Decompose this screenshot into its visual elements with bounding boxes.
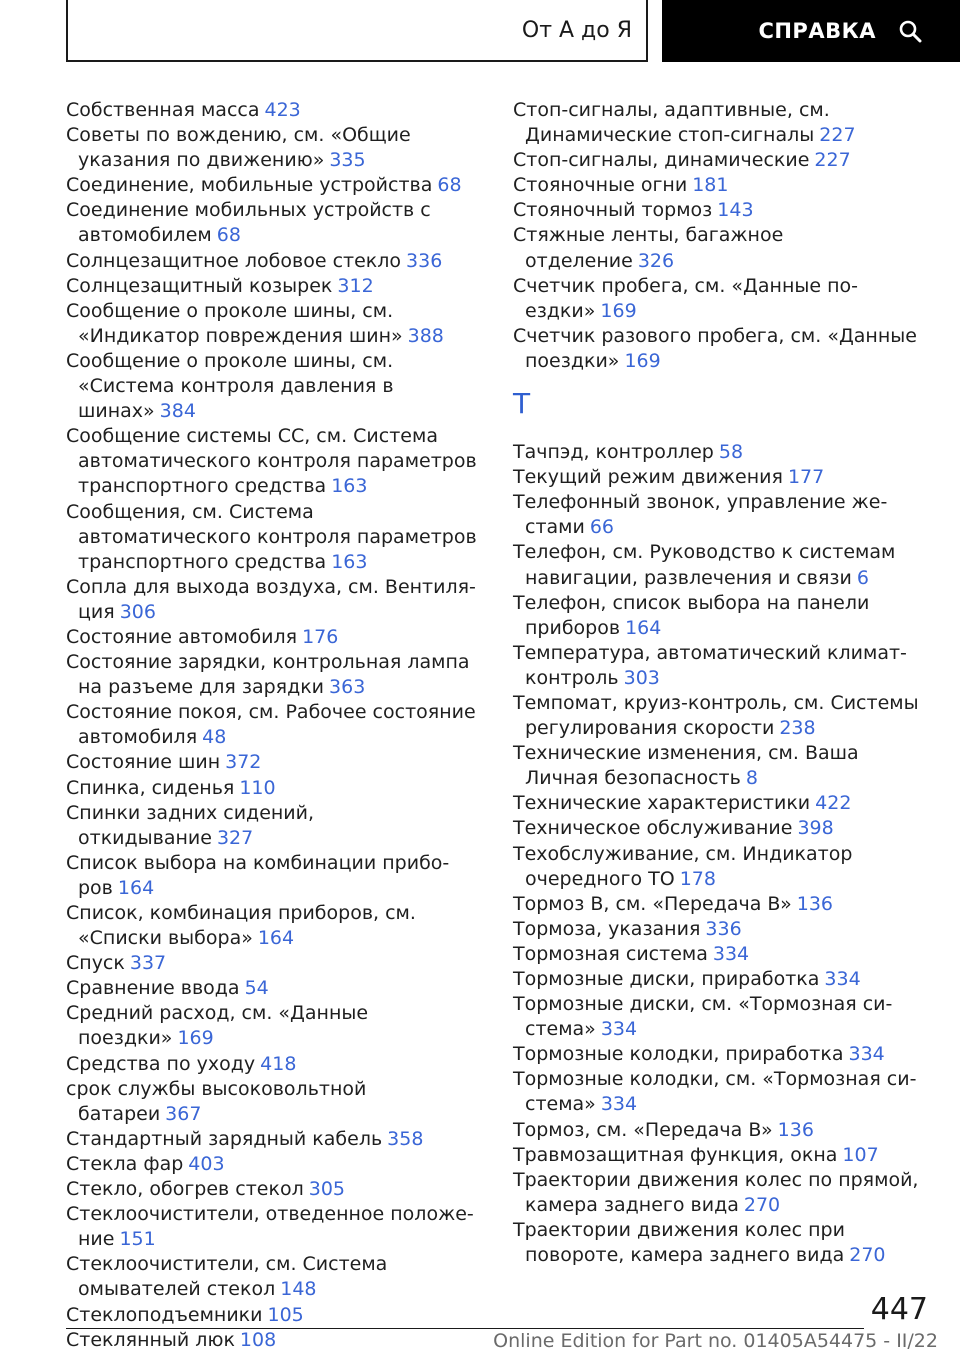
page-reference-link[interactable]: 423: [264, 99, 301, 121]
page-reference-link[interactable]: 107: [842, 1143, 879, 1166]
index-entry-text: Стеклоподъемники: [66, 1303, 263, 1326]
page-reference-link[interactable]: 68: [216, 224, 241, 247]
index-entry-text: Сопла для выхода воздуха, см. Вентиляция: [66, 575, 476, 623]
index-entry-text: Техобслуживание, см. Индикатор очередного ТО: [513, 842, 853, 890]
index-entry-text: Тормоз B, см. «Передача B»: [513, 892, 792, 915]
index-entry-text: Тормоза, указания: [513, 917, 701, 940]
index-entry-text: Текущий режим движения: [513, 466, 783, 489]
index-group-s-continued: [513, 98, 933, 374]
page-reference-link[interactable]: 105: [267, 1303, 304, 1326]
index-entry-text: Список выбора на комбинации приборов: [66, 851, 450, 899]
index-entry-text: Температура, автоматический климат-контроль: [513, 641, 907, 689]
index-entry: [66, 976, 486, 1001]
index-entry-text: Стеклоочистители, см. Система омывателей стекол: [66, 1253, 388, 1301]
index-entry-text: Стяжные ленты, багажное отделение: [513, 224, 784, 272]
index-entry-text: Тачпэд, контроллер: [513, 441, 714, 464]
index-entry: [66, 349, 486, 424]
index-entry: [66, 299, 486, 349]
index-entry-text: Стояночные огни: [513, 174, 688, 197]
page-reference-link[interactable]: 363: [329, 676, 366, 699]
page-reference-link[interactable]: 326: [637, 249, 675, 272]
index-entry: [66, 801, 486, 851]
index-entry: [66, 901, 486, 951]
index-entry-text: Стандартный зарядный кабель: [66, 1127, 383, 1150]
index-entry-text: Сообщение системы CC, см. Система автоматического контроля параметров транспортного средства: [66, 425, 477, 498]
page-reference-link[interactable]: 181: [692, 174, 729, 197]
page-reference-link[interactable]: 136: [777, 1118, 814, 1141]
page-reference-link[interactable]: 177: [787, 466, 825, 489]
page-reference-link[interactable]: 334: [712, 942, 750, 965]
index-entry: [66, 1252, 486, 1302]
page-reference-link[interactable]: 163: [331, 550, 368, 573]
page-reference-link[interactable]: 110: [239, 776, 276, 799]
page-reference-link[interactable]: 148: [280, 1278, 317, 1301]
index-entry-text: Стекла фар: [66, 1152, 184, 1175]
index-entry: [513, 1118, 933, 1143]
tab-a-to-z[interactable]: [66, 0, 648, 62]
index-entry: [513, 992, 933, 1042]
index-entry: [66, 500, 486, 575]
index-entry-text: Телефонный звонок, управление жестами: [513, 491, 888, 539]
index-entry: [66, 851, 486, 901]
page-reference-link[interactable]: 163: [331, 475, 368, 498]
page-reference-link[interactable]: 336: [705, 917, 742, 940]
index-entry: [513, 892, 933, 917]
index-entry: [513, 1042, 933, 1067]
index-entry: [513, 691, 933, 741]
page-reference-link[interactable]: 327: [216, 826, 254, 849]
page-reference-link[interactable]: 334: [824, 968, 861, 990]
index-entry-text: Травмозащитная функция, окна: [513, 1143, 838, 1166]
index-entry-text: Состояние шин: [66, 751, 221, 774]
index-entry-text: Стеклоочистители, отведенное положение: [66, 1203, 474, 1251]
index-entry: [66, 625, 486, 650]
index-entry: [513, 842, 933, 892]
index-entry: [513, 741, 933, 791]
index-entry-text: Солнцезащитное лобовое стекло: [66, 249, 402, 272]
index-entry: [66, 1001, 486, 1051]
tab-reference-label: СПРАВКА: [758, 19, 876, 43]
index-entry: [513, 440, 933, 465]
page-header: [66, 0, 960, 66]
index-entry: [66, 1077, 486, 1127]
section-letter-t: Т: [513, 387, 531, 421]
index-entry-text: Стояночный тормоз: [513, 199, 713, 222]
index-entry-text: Траектории движения колес при повороте, камера заднего вида: [513, 1218, 845, 1267]
index-entry: [66, 424, 486, 499]
page-reference-link[interactable]: 108: [239, 1328, 277, 1351]
page-reference-link[interactable]: 337: [129, 952, 167, 975]
index-entry: [66, 1127, 486, 1152]
index-entry: [66, 173, 486, 198]
index-entry: [513, 98, 933, 148]
index-entry: [66, 575, 486, 625]
page-reference-link[interactable]: 334: [848, 1043, 885, 1066]
page-reference-link[interactable]: 305: [308, 1178, 345, 1201]
index-entry-text: Тормозные колодки, см. «Тормозная система»: [513, 1068, 917, 1116]
index-entry-text: Техническое обслуживание: [513, 817, 793, 840]
index-entry: [66, 123, 486, 173]
index-entry: [513, 942, 933, 967]
page-reference-link[interactable]: 6: [856, 566, 869, 589]
index-entry: [513, 465, 933, 490]
index-entry: [513, 223, 933, 273]
page-reference-link[interactable]: 422: [815, 792, 852, 815]
index-entry-text: Тормозные диски, см. «Тормозная система»: [513, 993, 893, 1041]
index-entry: [66, 650, 486, 700]
index-entry: [66, 700, 486, 750]
index-entry-text: Технические изменения, см. Ваша Личная безопасность: [513, 742, 859, 790]
page-reference-link[interactable]: 312: [337, 274, 374, 297]
index-entry: [66, 1177, 486, 1202]
index-entry-text: Средства по уходу: [66, 1052, 256, 1075]
page-reference-link[interactable]: 384: [159, 400, 196, 423]
index-entry: [66, 1152, 486, 1177]
index-entry: [513, 148, 933, 173]
page-reference-link[interactable]: 143: [717, 199, 754, 222]
page-reference-link[interactable]: 372: [225, 751, 262, 774]
index-entry-text: Тормозные диски, приработка: [513, 968, 820, 990]
index-entry-text: Собственная масса: [66, 99, 260, 121]
index-entry-text: Траектории движения колес по прямой, камера заднего вида: [513, 1168, 919, 1216]
page-reference-link[interactable]: 388: [407, 324, 444, 347]
index-entry-text: Соединение мобильных устройств с автомобилем: [66, 199, 431, 247]
tab-reference[interactable]: [662, 0, 960, 62]
page-reference-link[interactable]: 178: [679, 867, 716, 890]
page-reference-link[interactable]: 169: [600, 299, 637, 322]
index-entry: [66, 750, 486, 775]
index-entry: [513, 1218, 933, 1268]
page-reference-link[interactable]: 54: [244, 977, 269, 1000]
page-reference-link[interactable]: 8: [745, 767, 758, 790]
index-entry-text: Сравнение ввода: [66, 977, 240, 1000]
page-reference-link[interactable]: 169: [624, 349, 661, 372]
index-entry: [66, 776, 486, 801]
page-reference-link[interactable]: 164: [117, 876, 155, 899]
index-entry: [513, 641, 933, 691]
index-entry: [513, 816, 933, 841]
index-entry: [513, 324, 933, 374]
index-entry-text: Тормоз, см. «Передача B»: [513, 1118, 773, 1141]
page-reference-link[interactable]: 48: [202, 726, 227, 749]
index-entry-text: Темпомат, круиз-контроль, см. Системы регулирования скорости: [513, 691, 919, 740]
index-entry: [66, 198, 486, 248]
index-entry-text: Счетчик пробега, см. «Данные поездки»: [513, 274, 859, 322]
index-entry: [513, 1168, 933, 1218]
page-reference-link[interactable]: 58: [718, 441, 744, 464]
page-reference-link[interactable]: 403: [188, 1152, 225, 1175]
index-entry-text: Советы по вождению, см. «Общие указания по движению»: [66, 124, 411, 172]
index-entry-text: Спинка, сиденья: [66, 776, 235, 799]
index-entry: [513, 490, 933, 540]
index-entry: [513, 173, 933, 198]
search-icon[interactable]: [898, 19, 922, 43]
index-entry-text: Технические характеристики: [513, 792, 811, 815]
index-entry: [513, 591, 933, 641]
index-entry: [513, 1067, 933, 1117]
index-entry-text: Тормозная система: [513, 942, 708, 965]
page-reference-link[interactable]: 334: [600, 1018, 638, 1041]
index-entry: [513, 917, 933, 942]
index-entry-text: Состояние покоя, см. Рабочее состояние автомобиля: [66, 701, 476, 749]
page-reference-link[interactable]: 306: [119, 600, 156, 623]
page-reference-link[interactable]: 398: [797, 817, 834, 840]
index-entry: [513, 274, 933, 324]
footer-divider: [66, 1328, 864, 1329]
index-entry: [66, 249, 486, 274]
index-entry: [513, 540, 933, 590]
page-reference-link[interactable]: 335: [329, 149, 366, 172]
index-entry-text: Счетчик разового пробега, см. «Данные поездки»: [513, 324, 917, 372]
index-group-t: [513, 440, 933, 1268]
index-entry-text: Спинки задних сидений, откидывание: [66, 801, 315, 849]
index-entry-text: Сообщения, см. Система автоматического контроля параметров транспортного средства: [66, 500, 477, 573]
page-reference-link[interactable]: 151: [119, 1228, 156, 1251]
index-entry: [66, 1202, 486, 1252]
index-entry: [66, 1052, 486, 1077]
page-reference-link[interactable]: 68: [437, 174, 462, 197]
index-entry: [513, 791, 933, 816]
index-entry-text: Солнцезащитный козырек: [66, 274, 333, 297]
index-entry-text: Спуск: [66, 952, 125, 975]
index-entry-text: Состояние автомобиля: [66, 625, 298, 648]
tab-a-to-z-label: От А до Я: [521, 17, 632, 43]
page-reference-link[interactable]: 270: [849, 1244, 886, 1267]
index-entry-text: Соединение, мобильные устройства: [66, 174, 433, 197]
index-entry-text: Телефон, список выбора на панели приборов: [513, 591, 870, 639]
index-entry-text: Стоп-сигналы, адаптивные, см. Динамические стоп-сигналы: [513, 99, 830, 147]
index-column-left: [66, 98, 486, 1353]
page-reference-link[interactable]: 334: [600, 1093, 638, 1116]
page-reference-link[interactable]: 367: [165, 1102, 202, 1125]
index-entry-text: Стеклянный люк: [66, 1328, 235, 1351]
index-entry: [66, 274, 486, 299]
index-entry-text: Тормозные колодки, приработка: [513, 1043, 844, 1066]
index-entry-text: Сообщение о проколе шины, см. «Система контроля давления в шинах»: [66, 349, 394, 423]
page-reference-link[interactable]: 227: [814, 149, 851, 172]
index-entry-text: Список, комбинация приборов, см. «Списки выбора»: [66, 902, 416, 950]
page-reference-link[interactable]: 418: [260, 1052, 297, 1075]
page-reference-link[interactable]: 358: [387, 1127, 424, 1150]
page-reference-link[interactable]: 227: [819, 124, 856, 147]
index-entry-text: Сообщение о проколе шины, см. «Индикатор повреждения шин»: [66, 299, 403, 347]
page-reference-link[interactable]: 169: [177, 1027, 214, 1050]
page-number: 447: [870, 1292, 928, 1327]
page-reference-link[interactable]: 270: [743, 1193, 781, 1216]
index-entry: [66, 951, 486, 976]
page-reference-link[interactable]: 336: [406, 249, 443, 272]
page-reference-link[interactable]: 164: [625, 616, 662, 639]
index-entry: [513, 198, 933, 223]
index-entry-text: Стоп-сигналы, динамические: [513, 149, 810, 172]
index-entry-text: Состояние зарядки, контрольная лампа на разъеме для зарядки: [66, 651, 470, 699]
page-reference-link[interactable]: 176: [302, 625, 339, 648]
page-reference-link[interactable]: 164: [257, 927, 295, 950]
index-column-right: [513, 98, 933, 1268]
index-entry-text: Средний расход, см. «Данные поездки»: [66, 1002, 369, 1050]
page-reference-link[interactable]: 66: [589, 516, 615, 539]
index-entry-text: Стекло, обогрев стекол: [66, 1178, 304, 1201]
page-reference-link[interactable]: 303: [623, 666, 660, 689]
index-entry-text: срок службы высоковольтной батареи: [66, 1077, 367, 1125]
index-entry: [66, 1303, 486, 1328]
page-reference-link[interactable]: 238: [779, 717, 816, 740]
index-entry: [66, 1328, 486, 1353]
index-entry-text: Телефон, см. Руководство к системам навигации, развлечения и связи: [513, 541, 896, 589]
index-entry: [66, 98, 486, 123]
index-entry: [513, 1143, 933, 1168]
footer-edition: Online Edition for Part no. 01405A54475 - II/22: [493, 1330, 938, 1352]
index-entry: [513, 967, 933, 992]
page-reference-link[interactable]: 136: [796, 892, 833, 915]
